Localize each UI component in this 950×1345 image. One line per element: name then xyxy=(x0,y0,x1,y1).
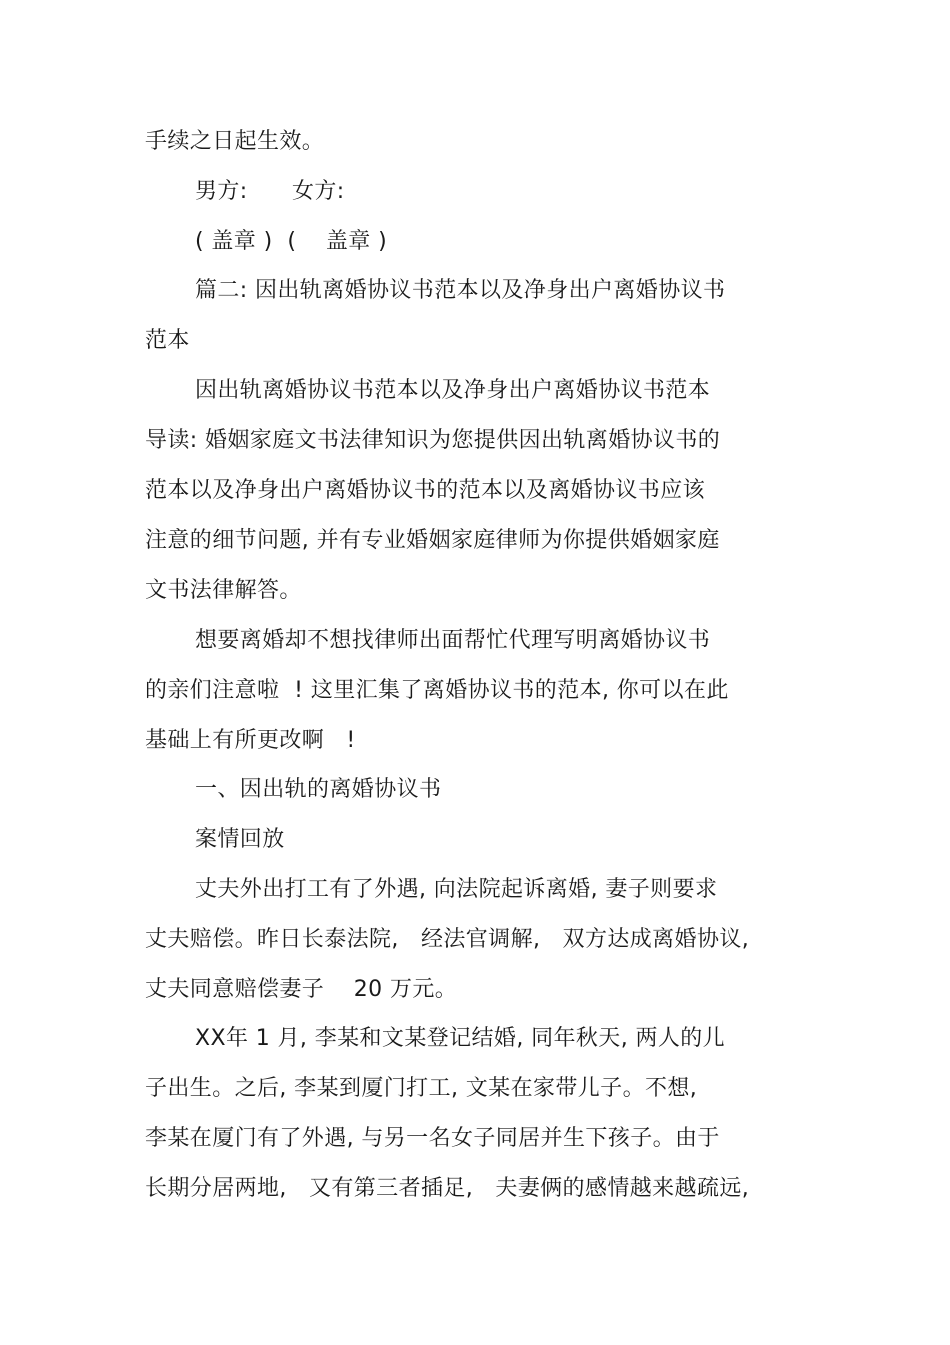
text-line: 的亲们注意啦 ! 这里汇集了离婚协议书的范本, 你可以在此 xyxy=(145,678,729,703)
text-line: 长期分居两地, 又有第三者插足, 夫妻俩的感情越来越疏远, xyxy=(145,1176,750,1201)
text-line: 范本以及净身出户离婚协议书的范本以及离婚协议书应该 xyxy=(145,478,706,503)
text-line: 丈夫赔偿。昨日长泰法院, 经法官调解, 双方达成离婚协议, xyxy=(145,927,750,952)
text-line: 导读: 婚姻家庭文书法律知识为您提供因出轨离婚协议书的 xyxy=(145,428,721,453)
text-line: 子出生。之后, 李某到厦门打工, 文某在家带儿子。不想, xyxy=(145,1076,698,1101)
section-heading: 篇二: 因出轨离婚协议书范本以及净身出户离婚协议书 xyxy=(195,278,726,303)
text-line: 基础上有所更改啊 ! xyxy=(145,728,356,753)
subsection-heading: 案情回放 xyxy=(195,827,285,852)
text-line: 注意的细节问题, 并有专业婚姻家庭律师为你提供婚姻家庭 xyxy=(145,528,720,553)
section-heading-continued: 范本 xyxy=(145,328,190,353)
text-line: 手续之日起生效。 xyxy=(145,129,325,154)
text-line: 文书法律解答。 xyxy=(145,578,302,603)
text-line: 丈夫外出打工有了外遇, 向法院起诉离婚, 妻子则要求 xyxy=(195,877,718,902)
text-line: 想要离婚却不想找律师出面帮忙代理写明离婚协议书 xyxy=(195,628,711,653)
seal-labels: ( 盖章 ) ( 盖章 ) xyxy=(195,229,388,254)
article-title: 因出轨离婚协议书范本以及净身出户离婚协议书范本 xyxy=(195,378,711,403)
subsection-heading: 一、因出轨的离婚协议书 xyxy=(195,777,442,802)
text-line: XX年 1 月, 李某和文某登记结婚, 同年秋天, 两人的儿 xyxy=(195,1026,726,1051)
text-line: 李某在厦门有了外遇, 与另一名女子同居并生下孩子。由于 xyxy=(145,1126,720,1151)
signature-labels: 男方: 女方: xyxy=(195,179,345,204)
text-line: 丈夫同意赔偿妻子 20 万元。 xyxy=(145,977,458,1002)
